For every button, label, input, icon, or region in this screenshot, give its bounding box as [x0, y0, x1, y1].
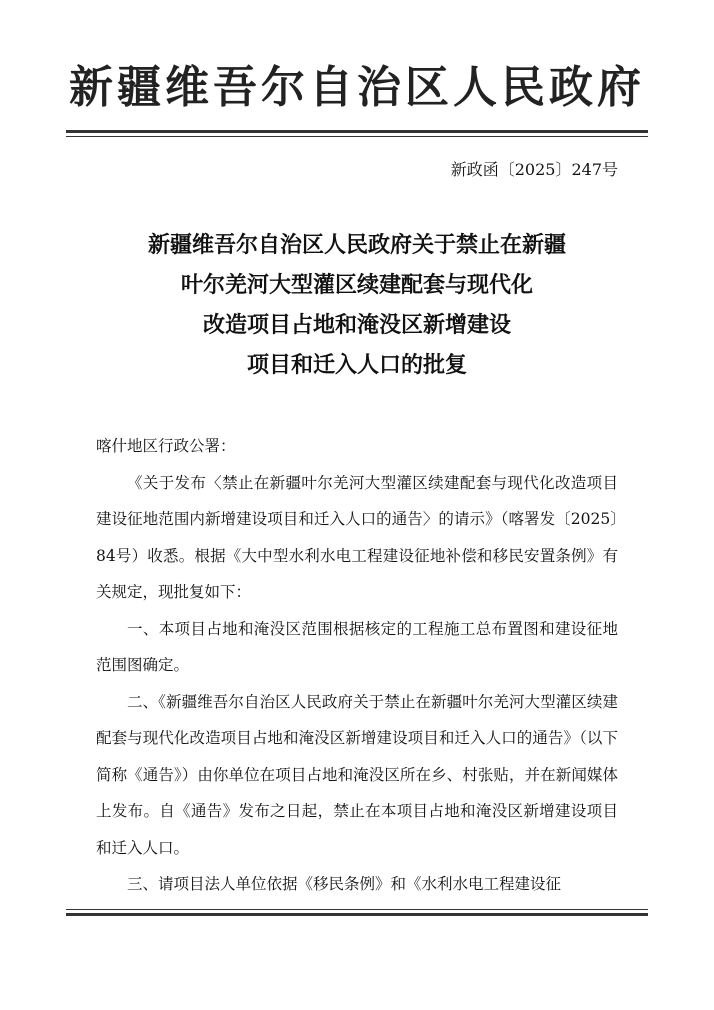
document-title	[66, 226, 648, 386]
body-paragraph: 《关于发布〈禁止在新疆叶尔羌河大型灌区续建配套与现代化改造项目建设征地范围内新增建设项目和迁入人口的通告〉的请示》（喀署发〔2025〕84号）收悉。根据《大中型水利水电工程建设征地补偿和移民安置条例》有关规定，现批复如下：	[96, 473, 618, 601]
body-paragraph: 二、《新疆维吾尔自治区人民政府关于禁止在新疆叶尔羌河大型灌区续建配套与现代化改造项目占地和淹没区新增建设项目和迁入人口的通告》（以下简称《通告》）由你单位在项目占地和淹没区所在乡、村张贴，并在新闻媒体上发布。自《通告》发布之日起，禁止在本项目占地和淹没区新增建设项目和迁入人口。	[96, 692, 618, 857]
header-divider-thick	[66, 130, 648, 133]
document-body	[96, 428, 618, 903]
footer-divider-thick	[66, 913, 648, 916]
title-line: 项目和迁入人口的批复	[246, 353, 467, 378]
title-line: 改造项目占地和淹没区新增建设	[202, 313, 511, 338]
body-paragraph: 一、本项目占地和淹没区范围根据核定的工程施工总布置图和建设征地范围图确定。	[96, 619, 618, 674]
document-number: 新政函〔2025〕247号	[450, 160, 618, 179]
title-line: 叶尔羌河大型灌区续建配套与现代化	[180, 273, 533, 298]
salutation: 喀什地区行政公署：	[96, 437, 236, 455]
body-paragraph: 三、请项目法人单位依据《移民条例》和《水利水电工程建设征	[127, 875, 562, 893]
footer-divider-thin	[66, 909, 648, 910]
header-divider-thin	[66, 136, 648, 137]
issuing-authority-header: 新疆维吾尔自治区人民政府	[69, 62, 645, 113]
title-line: 新疆维吾尔自治区人民政府关于禁止在新疆	[147, 233, 566, 258]
